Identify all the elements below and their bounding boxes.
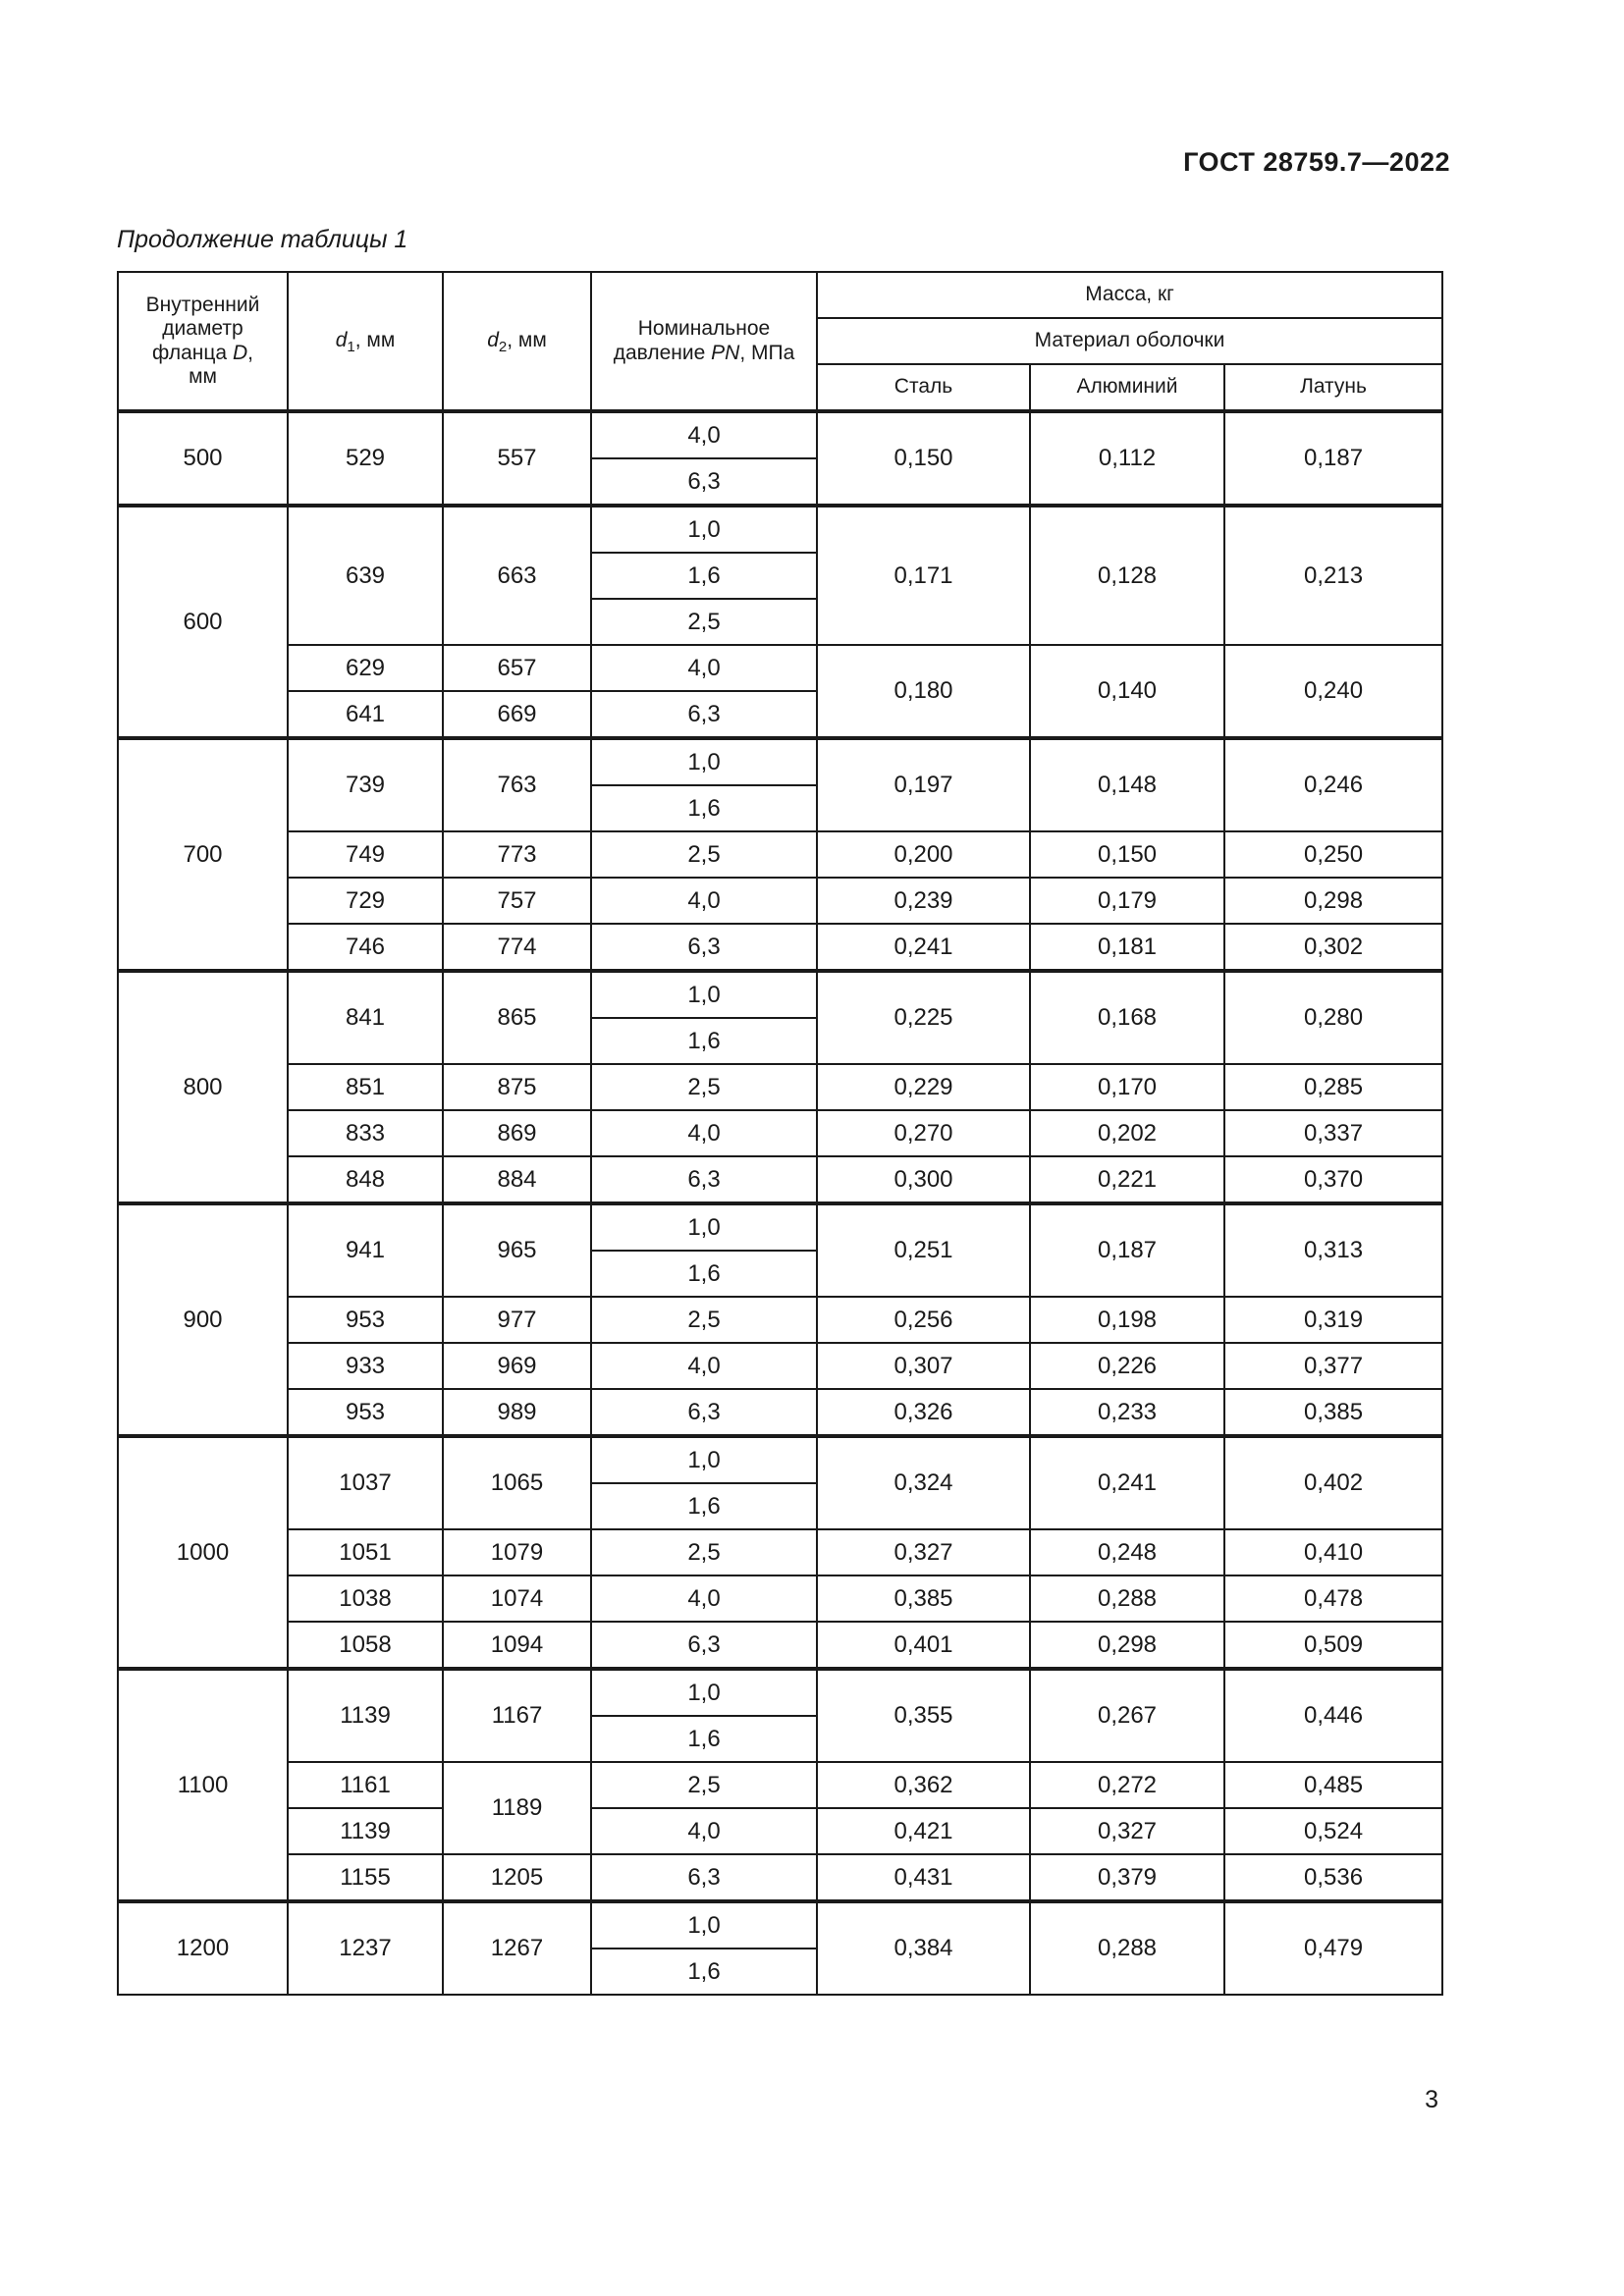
cell-d1: 629 (288, 645, 443, 691)
cell-brass: 0,377 (1224, 1343, 1442, 1389)
cell-inner-diameter: 1200 (118, 1901, 288, 1995)
cell-brass: 0,524 (1224, 1808, 1442, 1854)
cell-pressure: 2,5 (591, 1762, 817, 1808)
cell-pressure: 2,5 (591, 599, 817, 645)
table-row (118, 1436, 1442, 1483)
cell-brass: 0,385 (1224, 1389, 1442, 1436)
cell-steel: 0,431 (817, 1854, 1030, 1901)
document-code: ГОСТ 28759.7—2022 (1183, 147, 1450, 177)
cell-brass: 0,319 (1224, 1297, 1442, 1343)
header-mass: Масса, кг (817, 272, 1442, 318)
table-row (118, 1854, 1442, 1901)
cell-aluminum: 0,181 (1030, 924, 1224, 971)
cell-steel: 0,327 (817, 1529, 1030, 1575)
cell-aluminum: 0,327 (1030, 1808, 1224, 1854)
cell-aluminum: 0,379 (1030, 1854, 1224, 1901)
cell-steel: 0,401 (817, 1622, 1030, 1669)
cell-steel: 0,307 (817, 1343, 1030, 1389)
table-row (118, 924, 1442, 971)
cell-d2: 663 (443, 506, 591, 645)
cell-d2: 1074 (443, 1575, 591, 1622)
cell-pressure: 1,6 (591, 1949, 817, 1995)
cell-brass: 0,479 (1224, 1901, 1442, 1995)
cell-steel: 0,241 (817, 924, 1030, 971)
cell-d1: 933 (288, 1343, 443, 1389)
cell-brass: 0,302 (1224, 924, 1442, 971)
cell-aluminum: 0,248 (1030, 1529, 1224, 1575)
cell-d1: 941 (288, 1203, 443, 1297)
cell-d2: 875 (443, 1064, 591, 1110)
cell-pressure: 6,3 (591, 1389, 817, 1436)
cell-pressure: 4,0 (591, 645, 817, 691)
cell-pressure: 4,0 (591, 1575, 817, 1622)
cell-steel: 0,362 (817, 1762, 1030, 1808)
cell-brass: 0,187 (1224, 411, 1442, 506)
cell-d1: 749 (288, 831, 443, 878)
cell-d2: 1065 (443, 1436, 591, 1529)
cell-steel: 0,326 (817, 1389, 1030, 1436)
cell-steel: 0,324 (817, 1436, 1030, 1529)
table-row (118, 1529, 1442, 1575)
cell-d2: 657 (443, 645, 591, 691)
cell-d2: 557 (443, 411, 591, 506)
cell-steel: 0,355 (817, 1669, 1030, 1762)
cell-aluminum: 0,241 (1030, 1436, 1224, 1529)
cell-d2: 989 (443, 1389, 591, 1436)
cell-aluminum: 0,272 (1030, 1762, 1224, 1808)
cell-pressure: 6,3 (591, 924, 817, 971)
table-row (118, 645, 1442, 691)
cell-d2: 669 (443, 691, 591, 738)
cell-pressure: 4,0 (591, 411, 817, 458)
cell-brass: 0,240 (1224, 645, 1442, 738)
cell-pressure: 1,0 (591, 1669, 817, 1716)
cell-d1: 641 (288, 691, 443, 738)
table-row (118, 1203, 1442, 1251)
cell-d2: 1267 (443, 1901, 591, 1995)
table-row (118, 831, 1442, 878)
cell-d2: 865 (443, 971, 591, 1064)
table-row (118, 1762, 1442, 1808)
cell-inner-diameter: 500 (118, 411, 288, 506)
page-number: 3 (1425, 2086, 1438, 2113)
cell-brass: 0,250 (1224, 831, 1442, 878)
cell-steel: 0,150 (817, 411, 1030, 506)
cell-brass: 0,213 (1224, 506, 1442, 645)
cell-aluminum: 0,179 (1030, 878, 1224, 924)
cell-pressure: 2,5 (591, 831, 817, 878)
header-d2: $d_2$, мм (443, 272, 591, 411)
cell-d1: 851 (288, 1064, 443, 1110)
cell-d1: 833 (288, 1110, 443, 1156)
cell-steel: 0,229 (817, 1064, 1030, 1110)
cell-inner-diameter: 1000 (118, 1436, 288, 1669)
cell-aluminum: 0,267 (1030, 1669, 1224, 1762)
cell-steel: 0,171 (817, 506, 1030, 645)
cell-pressure: 4,0 (591, 1808, 817, 1854)
cell-pressure: 1,0 (591, 971, 817, 1018)
cell-d2: 1205 (443, 1854, 591, 1901)
cell-inner-diameter: 1100 (118, 1669, 288, 1901)
cell-inner-diameter: 600 (118, 506, 288, 738)
cell-d2: 969 (443, 1343, 591, 1389)
cell-aluminum: 0,288 (1030, 1901, 1224, 1995)
cell-aluminum: 0,288 (1030, 1575, 1224, 1622)
cell-pressure: 1,6 (591, 1018, 817, 1064)
cell-steel: 0,197 (817, 738, 1030, 831)
table-row (118, 506, 1442, 553)
cell-brass: 0,285 (1224, 1064, 1442, 1110)
table-row (118, 971, 1442, 1018)
cell-aluminum: 0,112 (1030, 411, 1224, 506)
cell-inner-diameter: 700 (118, 738, 288, 971)
cell-brass: 0,402 (1224, 1436, 1442, 1529)
cell-steel: 0,270 (817, 1110, 1030, 1156)
flange-mass-table (117, 271, 1443, 1996)
cell-brass: 0,246 (1224, 738, 1442, 831)
cell-pressure: 4,0 (591, 1343, 817, 1389)
header-aluminum: Алюминий (1030, 364, 1224, 411)
cell-d1: 1139 (288, 1808, 443, 1854)
cell-d1: 1155 (288, 1854, 443, 1901)
cell-aluminum: 0,233 (1030, 1389, 1224, 1436)
cell-brass: 0,280 (1224, 971, 1442, 1064)
cell-d1: 1058 (288, 1622, 443, 1669)
cell-steel: 0,384 (817, 1901, 1030, 1995)
cell-d1: 953 (288, 1297, 443, 1343)
cell-d2: 977 (443, 1297, 591, 1343)
cell-d1: 1139 (288, 1669, 443, 1762)
cell-d2: 773 (443, 831, 591, 878)
cell-pressure: 1,6 (591, 553, 817, 599)
cell-brass: 0,298 (1224, 878, 1442, 924)
cell-pressure: 1,0 (591, 1901, 817, 1949)
table-row (118, 1389, 1442, 1436)
cell-brass: 0,337 (1224, 1110, 1442, 1156)
cell-aluminum: 0,140 (1030, 645, 1224, 738)
cell-d1: 1161 (288, 1762, 443, 1808)
cell-aluminum: 0,128 (1030, 506, 1224, 645)
table-caption: Продолжение таблицы 1 (117, 226, 408, 253)
table-row (118, 878, 1442, 924)
table-row (118, 1064, 1442, 1110)
table-row (118, 1622, 1442, 1669)
table-row (118, 411, 1442, 458)
cell-pressure: 1,6 (591, 1251, 817, 1297)
cell-pressure: 1,6 (591, 1716, 817, 1762)
cell-d2: 869 (443, 1110, 591, 1156)
cell-aluminum: 0,202 (1030, 1110, 1224, 1156)
cell-brass: 0,410 (1224, 1529, 1442, 1575)
cell-aluminum: 0,198 (1030, 1297, 1224, 1343)
cell-d1: 1037 (288, 1436, 443, 1529)
cell-d2: 884 (443, 1156, 591, 1203)
cell-d2: 1189 (443, 1762, 591, 1854)
cell-brass: 0,446 (1224, 1669, 1442, 1762)
cell-d2: 757 (443, 878, 591, 924)
cell-inner-diameter: 800 (118, 971, 288, 1203)
cell-inner-diameter: 900 (118, 1203, 288, 1436)
cell-pressure: 1,6 (591, 1483, 817, 1529)
cell-aluminum: 0,187 (1030, 1203, 1224, 1297)
cell-pressure: 1,0 (591, 738, 817, 785)
cell-pressure: 6,3 (591, 1156, 817, 1203)
cell-d2: 763 (443, 738, 591, 831)
cell-aluminum: 0,168 (1030, 971, 1224, 1064)
cell-brass: 0,313 (1224, 1203, 1442, 1297)
cell-brass: 0,485 (1224, 1762, 1442, 1808)
cell-pressure: 2,5 (591, 1297, 817, 1343)
table-row (118, 1110, 1442, 1156)
cell-steel: 0,300 (817, 1156, 1030, 1203)
cell-d1: 739 (288, 738, 443, 831)
cell-d2: 1167 (443, 1669, 591, 1762)
cell-steel: 0,239 (817, 878, 1030, 924)
cell-pressure: 4,0 (591, 1110, 817, 1156)
cell-aluminum: 0,221 (1030, 1156, 1224, 1203)
cell-steel: 0,251 (817, 1203, 1030, 1297)
cell-steel: 0,180 (817, 645, 1030, 738)
cell-d1: 639 (288, 506, 443, 645)
cell-aluminum: 0,226 (1030, 1343, 1224, 1389)
cell-steel: 0,421 (817, 1808, 1030, 1854)
header-d1: $d_1$, мм (288, 272, 443, 411)
cell-steel: 0,200 (817, 831, 1030, 878)
cell-d1: 953 (288, 1389, 443, 1436)
cell-brass: 0,509 (1224, 1622, 1442, 1669)
cell-pressure: 1,6 (591, 785, 817, 831)
cell-pressure: 4,0 (591, 878, 817, 924)
cell-pressure: 1,0 (591, 1203, 817, 1251)
table-row (118, 1156, 1442, 1203)
cell-d2: 774 (443, 924, 591, 971)
cell-pressure: 2,5 (591, 1064, 817, 1110)
header-brass: Латунь (1224, 364, 1442, 411)
cell-aluminum: 0,170 (1030, 1064, 1224, 1110)
cell-d2: 965 (443, 1203, 591, 1297)
cell-brass: 0,370 (1224, 1156, 1442, 1203)
table-row (118, 1901, 1442, 1949)
cell-d1: 848 (288, 1156, 443, 1203)
cell-aluminum: 0,148 (1030, 738, 1224, 831)
cell-pressure: 6,3 (591, 458, 817, 506)
cell-d2: 1094 (443, 1622, 591, 1669)
table-row (118, 1297, 1442, 1343)
header-shell-material: Материал оболочки (817, 318, 1442, 364)
cell-d2: 1079 (443, 1529, 591, 1575)
cell-steel: 0,256 (817, 1297, 1030, 1343)
cell-d1: 729 (288, 878, 443, 924)
table-row (118, 1669, 1442, 1716)
cell-pressure: 1,0 (591, 506, 817, 553)
cell-brass: 0,536 (1224, 1854, 1442, 1901)
header-nominal-pressure: Номинальное давление PN, МПа (591, 272, 817, 411)
cell-pressure: 6,3 (591, 691, 817, 738)
cell-brass: 0,478 (1224, 1575, 1442, 1622)
cell-d1: 841 (288, 971, 443, 1064)
cell-steel: 0,225 (817, 971, 1030, 1064)
table-row (118, 738, 1442, 785)
table-row (118, 1343, 1442, 1389)
cell-pressure: 6,3 (591, 1854, 817, 1901)
cell-d1: 1237 (288, 1901, 443, 1995)
cell-d1: 746 (288, 924, 443, 971)
cell-d1: 1051 (288, 1529, 443, 1575)
cell-pressure: 6,3 (591, 1622, 817, 1669)
cell-d1: 529 (288, 411, 443, 506)
cell-d1: 1038 (288, 1575, 443, 1622)
cell-aluminum: 0,150 (1030, 831, 1224, 878)
table-row (118, 1575, 1442, 1622)
header-steel: Сталь (817, 364, 1030, 411)
cell-pressure: 1,0 (591, 1436, 817, 1483)
cell-pressure: 2,5 (591, 1529, 817, 1575)
cell-aluminum: 0,298 (1030, 1622, 1224, 1669)
header-inner-diameter: Внутренний диаметр фланца D, мм (118, 272, 288, 411)
cell-steel: 0,385 (817, 1575, 1030, 1622)
table-row (118, 1808, 1442, 1854)
